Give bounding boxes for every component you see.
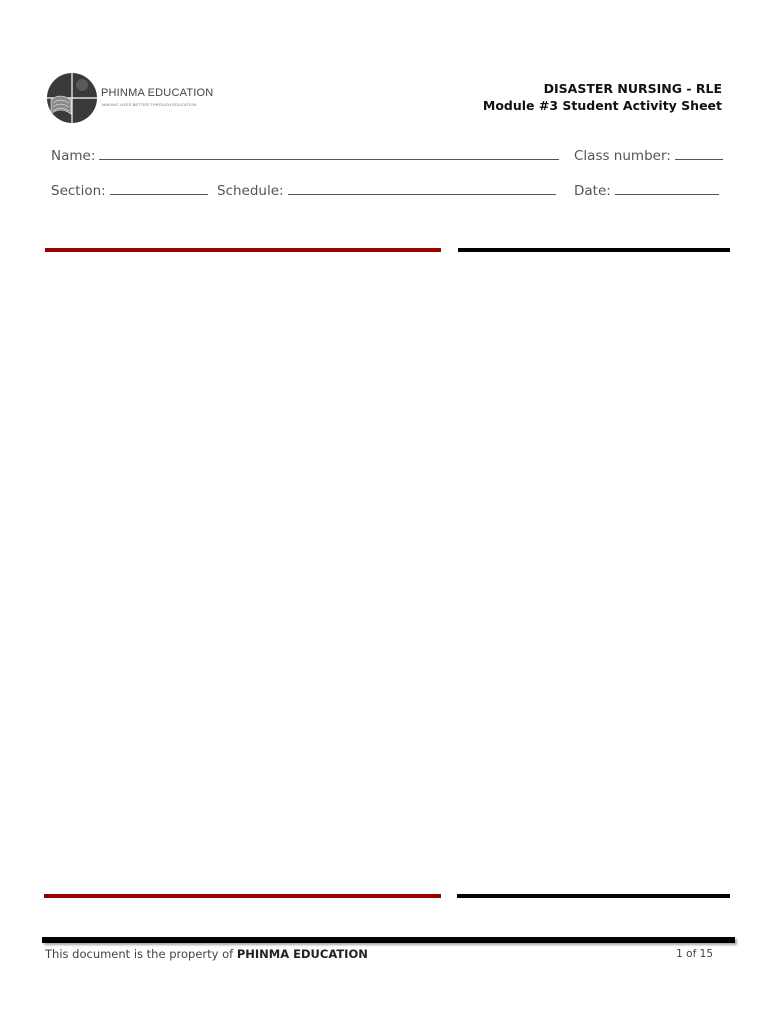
footer-property-note [45, 947, 368, 961]
module-title: Module #3 Student Activity Sheet [482, 98, 722, 113]
schedule-blank[interactable] [288, 182, 556, 195]
top-divider-black [458, 248, 730, 252]
page-number: 1 of 15 [676, 948, 713, 960]
footer-rule [42, 937, 735, 943]
footer-owner: PHINMA EDUCATION [236, 947, 368, 961]
class-number-label: Class number: [574, 148, 671, 164]
class-number-blank[interactable] [675, 147, 723, 160]
date-field[interactable] [574, 182, 719, 199]
section-blank[interactable] [110, 182, 208, 195]
logo-tagline: MAKING LIVES BETTER THROUGH EDUCATION [102, 102, 197, 107]
class-number-field[interactable] [574, 147, 723, 164]
schedule-label: Schedule: [217, 183, 284, 199]
bottom-divider-black [457, 894, 730, 898]
date-label: Date: [574, 183, 611, 199]
phinma-logo [46, 70, 216, 126]
document-title [483, 80, 722, 114]
logo-wordmark: PHINMA EDUCATION [101, 87, 214, 99]
name-blank[interactable] [99, 147, 559, 160]
name-label: Name: [51, 148, 96, 164]
date-blank[interactable] [615, 182, 719, 195]
footer-property-text: This document is the property of [45, 947, 234, 961]
name-field[interactable] [51, 147, 559, 164]
schedule-field[interactable] [217, 182, 556, 199]
section-field[interactable] [51, 182, 208, 199]
bottom-divider-red [44, 894, 441, 898]
top-divider-red [45, 248, 441, 252]
globe-book-logo-icon [46, 70, 98, 126]
section-label: Section: [51, 183, 106, 199]
course-title: DISASTER NURSING - RLE [543, 81, 722, 96]
